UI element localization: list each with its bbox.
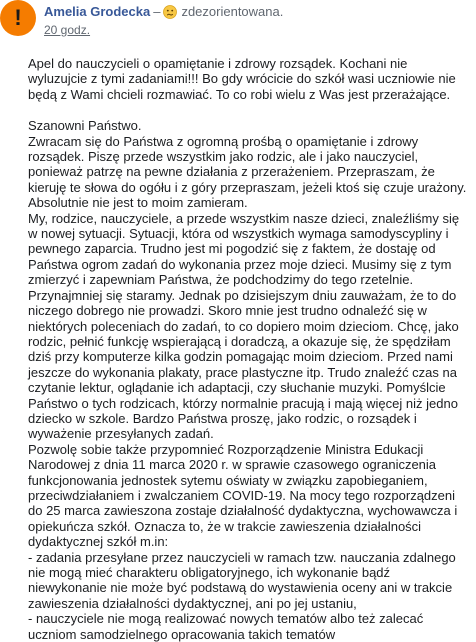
post-intro-text: Apel do nauczycieli o opamiętanie i zdrowy rozsądek. Kochani nie wyluzujcie z tymi zadaniami!!! Bo gdy wrócicie do szkół wasi uczniowie nie będą z Wami chcieli rozmawiać. To co robi wielu z Was jest przerażające. [28,56,456,102]
author-name-link[interactable]: Amelia Grodecka [44,4,151,19]
feeling-separator: – [153,4,161,19]
paragraph-gap [28,102,468,118]
feeling-label: zdezorientowana. [181,4,284,19]
exclamation-icon: ! [14,5,22,30]
confused-face-icon [163,5,177,19]
post-timestamp-link[interactable]: 20 godz. [44,23,91,37]
post-author-line [44,4,283,19]
post-letter-text: Szanowni Państwo. Zwracam się do Państwa z ogromną prośbą o opamiętanie i zdrowy rozsądek. Piszę przede wszystkim jako rodzic, ale i jako nauczyciel, ponieważ patrzę na pewne działania z przerażeniem. Przepraszam, że kieruję te słowa do ogółu i z góry przepraszam, jeżeli ktoś się czuje urażony. Absolutnie nie jest to moim zamieram. My, rodzice, nauczyciele, a przede wszystkim nasze dzieci, znaleźliśmy się w nowej sytuacji. Sytuacji, która od wszystkich wymaga samodyscypliny i pewnego zaparcia. Trudno jest mi pogodzić się z faktem, że dostaję od Państwa ogrom zadań do wykonania przez moje dzieci. Musimy się z tym zmierzyć i zapewniam Państwa, że podchodzimy do tego rzetelnie. Przynajmniej się staramy. Jednak po dzisiejszym dniu zauważam, że to do niczego dobrego nie prowadzi. Skoro mnie jest trudno odnaleźć się w niektórych poleceniach do zadań, to co dopiero moim dzieciom. Chcę, jako rodzic, pełnić funkcję wspierającą i doradczą, a okazuje się, że spędziłam dziś przy komputerze kilka godzin pomagając moim dzieciom. Przed nami jeszcze do wykonania plakaty, prace plastyczne itp. Trudo znaleźć czas na czytanie lektur, oglądanie ich adaptacji, czy słuchanie muzyki. Pomyślcie Państwo o tych rodzicach, którzy normalnie pracują i mają więcej niż jedno dziecko w szkole. Bardzo Państwa proszę, jako rodzic, o rozsądek i wyważenie przesyłanych zadań. Pozwolę sobie także przypomnieć Rozporządzenie Ministra Edukacji Narodowej z dnia 11 marca 2020 r. w sprawie czasowego ograniczenia funkcjonowania jednostek sytemu oświaty w związku zapobieganiem, przeciwdziałaniem i zwalczaniem COVID-19. Na mocy tego rozporządzeni do 25 marca zawieszona zostaje działalność dydaktyczna, wychowawcza i opiekuńcza szkół. Oznacza to, że w trakcie zawieszenia działalności dydaktycznej szkół m.in: - zadania przesyłane przez nauczycieli w ramach tzw. nauczania zdalnego nie mogą mieć charakteru obligatoryjnego, ich wykonanie bądź niewykonanie nie może być podstawą do wystawienia oceny ani w trakcie zawieszenia działalności dydaktycznej, ani po jej ustaniu, - nauczyciele nie mogą realizować nowych tematów albo też zalecać uczniom samodzielnego opracowania takich tematów [28,118,467,642]
post-body [28,56,468,642]
avatar[interactable] [0,0,36,36]
post-header [0,0,476,44]
